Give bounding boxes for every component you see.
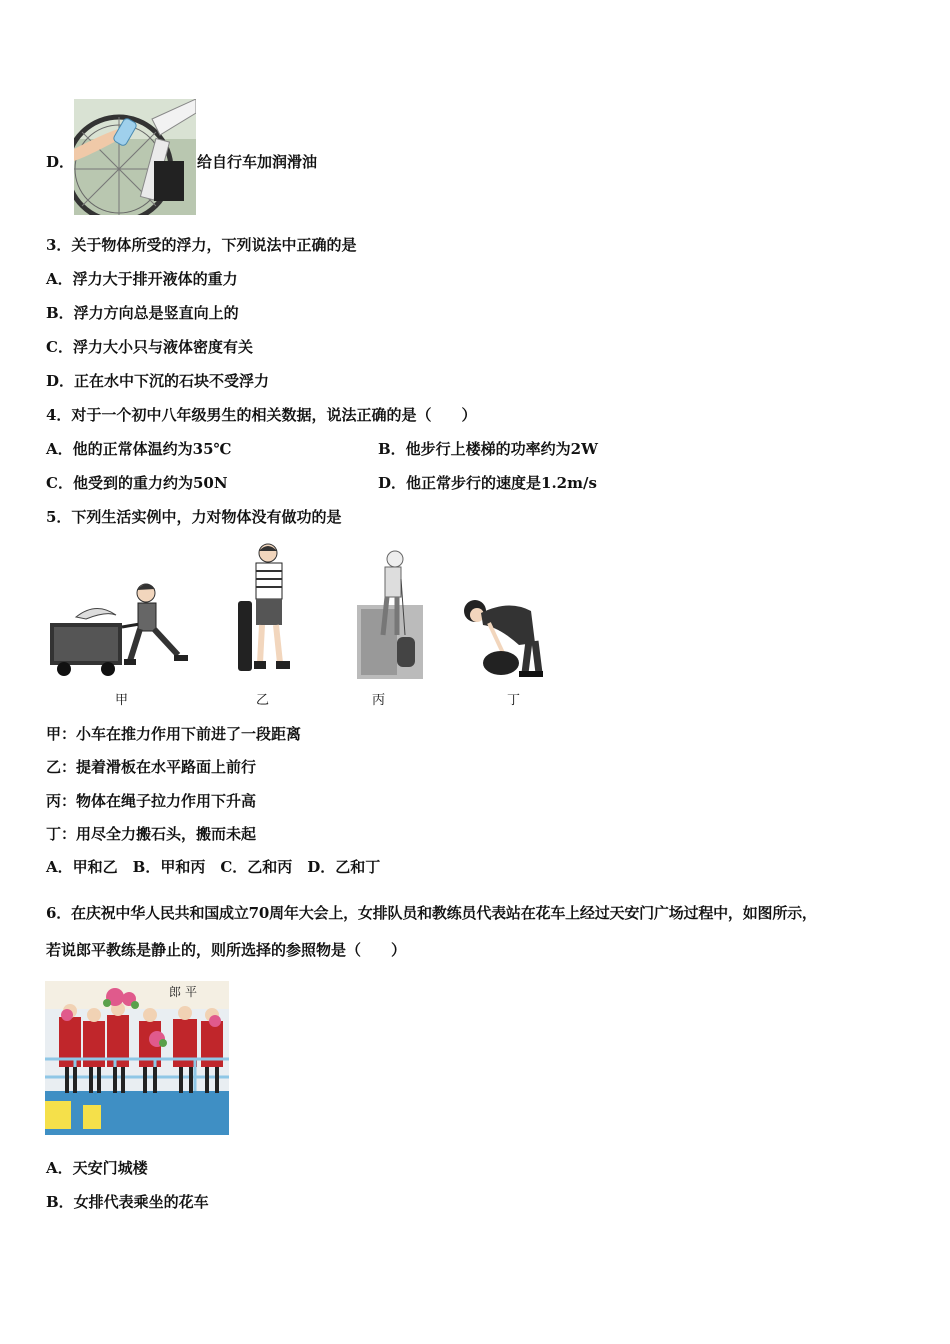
q5-description-yi: 乙：提着滑板在水平路面上前行 [46,758,257,776]
q5-description-jia: 甲：小车在推力作用下前进了一段距离 [46,725,302,743]
q4-stem: 4．对于一个初中八年级男生的相关数据，说法正确的是（ ） [46,406,477,424]
q2-option-d-text: 给自行车加润滑油 [197,153,318,171]
q5-options: A．甲和乙 B．甲和丙 C．乙和丙 D．乙和丁 [46,858,381,876]
q3-option-c: C．浮力大小只与液体密度有关 [46,338,253,356]
q3-option-b: B．浮力方向总是竖直向上的 [46,304,239,322]
bicycle-lubrication-photo [74,99,196,215]
q4-option-d: D．他正常步行的速度是1.2m/s [378,474,597,492]
q5-stem: 5．下列生活实例中，力对物体没有做功的是 [46,508,342,526]
illustration-jia-pushing-cart [46,575,196,679]
q2-option-d-label: D． [46,153,75,171]
q6-stem-line2: 若说郎平教练是静止的，则所选择的参照物是（ ） [46,941,407,959]
coach-name-sign: 郎平 [169,985,202,999]
illustration-ding-lifting-stone [459,593,545,679]
q3-option-a: A．浮力大于排开液体的重力 [46,270,238,288]
q4-option-c: C．他受到的重力约为50N [46,474,228,492]
illustration-yi-carrying-board [236,543,300,679]
q5-description-ding: 丁：用尽全力搬石头，搬而未起 [46,825,257,843]
volleyball-team-float-photo [45,981,229,1135]
q3-stem: 3．关于物体所受的浮力，下列说法中正确的是 [46,236,357,254]
caption-jia: 甲 [115,693,129,708]
caption-bing: 丙 [372,693,386,708]
caption-yi: 乙 [256,693,270,708]
q4-option-b: B．他步行上楼梯的功率约为2W [378,440,598,458]
caption-ding: 丁 [507,693,521,708]
q3-option-d: D．正在水中下沉的石块不受浮力 [46,372,270,390]
q6-option-a: A．天安门城楼 [46,1159,148,1177]
q6-stem-line1: 6．在庆祝中华人民共和国成立70周年大会上，女排队员和教练员代表站在花车上经过天安门广场过程中，如图所示， [46,904,817,922]
q6-option-b: B．女排代表乘坐的花车 [46,1193,209,1211]
q5-description-bing: 丙：物体在绳子拉力作用下升高 [46,792,257,810]
q4-option-a: A．他的正常体温约为35℃ [46,440,232,458]
illustration-bing-lifting-object [357,549,423,679]
